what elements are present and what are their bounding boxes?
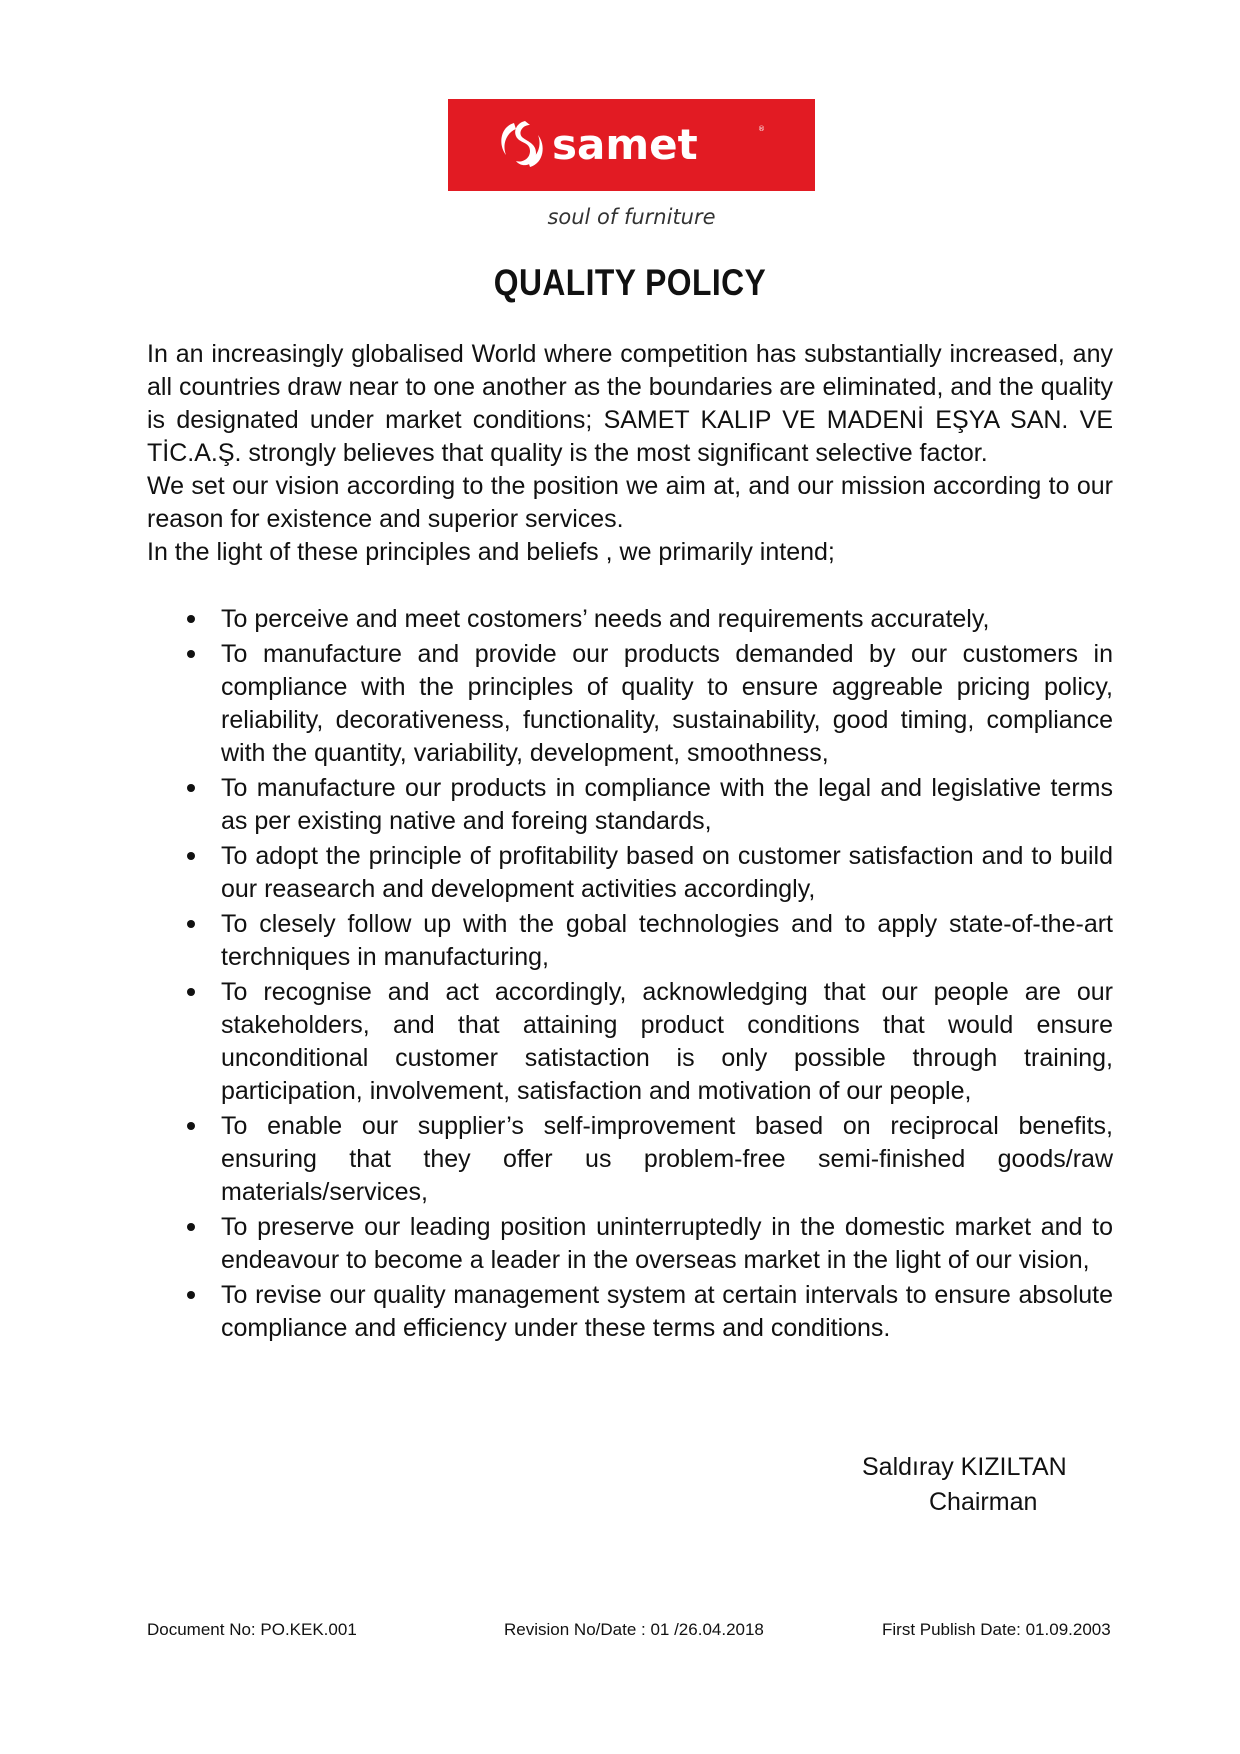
document-number: Document No: PO.KEK.001 [147, 1620, 357, 1639]
bullet-icon [187, 1291, 195, 1299]
intro-paragraph: We set our vision according to the position we aim at, and our mission according to our reason for existence and superior services. [147, 472, 1113, 533]
policy-item-text: To manufacture and provide our products demanded by our customers in compliance with the principles of quality to ensure aggreable pricing policy, reliability, decorativeness, functionality, sustainability, good timing, compliance with the quantity, variability, development, smoothness, [221, 640, 1113, 767]
revision-info: Revision No/Date : 01 /26.04.2018 [504, 1620, 764, 1639]
policy-item [147, 840, 1113, 906]
logo-tagline: soul of furniture [547, 205, 716, 229]
intro-paragraph: In an increasingly globalised World where competition has substantially increased, any all countries draw near to one another as the boundaries are eliminated, and the quality is designated under market conditions; SAMET KALIP VE MADENİ EŞYA SAN. VE TİC.A.Ş. strongly believes that quality is the most significant selective factor. [147, 340, 1113, 467]
document-footer [147, 1620, 1113, 1644]
bullet-icon [187, 920, 195, 928]
bullet-icon [187, 852, 195, 860]
policy-item [147, 1279, 1113, 1345]
samet-logo [448, 99, 815, 191]
policy-item-text: To preserve our leading position uninterruptedly in the domestic market and to endeavour to become a leader in the overseas market in the light of our vision, [221, 1213, 1113, 1274]
bullet-icon [187, 1223, 195, 1231]
policy-item [147, 772, 1113, 838]
svg-text:samet: samet [551, 120, 698, 169]
bullet-icon [187, 615, 195, 623]
policy-item-text: To perceive and meet costomers’ needs and requirements accurately, [221, 605, 990, 633]
policy-item-text: To recognise and act accordingly, acknowledging that our people are our stakeholders, and that attaining product conditions that would ensure unconditional customer satistaction is only possible through training, participation, involvement, satisfaction and motivation of our people, [221, 978, 1113, 1105]
page-title: QUALITY POLICY [493, 262, 767, 303]
policy-item-text: To enable our supplier’s self-improvement based on reciprocal benefits, ensuring that they offer us problem-free semi-finished goods/raw materials/services, [221, 1112, 1113, 1206]
bullet-icon [187, 784, 195, 792]
policy-item [147, 908, 1113, 974]
policy-item [147, 1211, 1113, 1277]
policy-item-text: To manufacture our products in compliance with the legal and legislative terms as per existing native and foreing standards, [221, 774, 1113, 835]
first-publish-date: First Publish Date: 01.09.2003 [882, 1620, 1111, 1639]
intro-paragraph: In the light of these principles and beliefs , we primarily intend; [147, 538, 835, 566]
signatory-role: Chairman [929, 1488, 1038, 1516]
intro-text [147, 338, 1113, 569]
signatory-name: Saldıray KIZILTAN [862, 1453, 1067, 1481]
policy-item [147, 1110, 1113, 1209]
svg-text:®: ® [757, 125, 765, 133]
policy-item-text: To adopt the principle of profitability based on customer satisfaction and to build our reasearch and development activities accordingly, [221, 842, 1113, 903]
policy-item-text: To revise our quality management system at certain intervals to ensure absolute compliance and efficiency under these terms and conditions. [221, 1281, 1113, 1342]
policy-list [147, 603, 1113, 1347]
policy-item [147, 976, 1113, 1108]
bullet-icon [187, 650, 195, 658]
bullet-icon [187, 988, 195, 996]
samet-logo-mark [492, 115, 772, 175]
bullet-icon [187, 1122, 195, 1130]
policy-item-text: To clesely follow up with the gobal technologies and to apply state-of-the-art terchniques in manufacturing, [221, 910, 1113, 971]
signature-block [862, 1450, 1067, 1520]
policy-item [147, 638, 1113, 770]
policy-item [147, 603, 1113, 636]
